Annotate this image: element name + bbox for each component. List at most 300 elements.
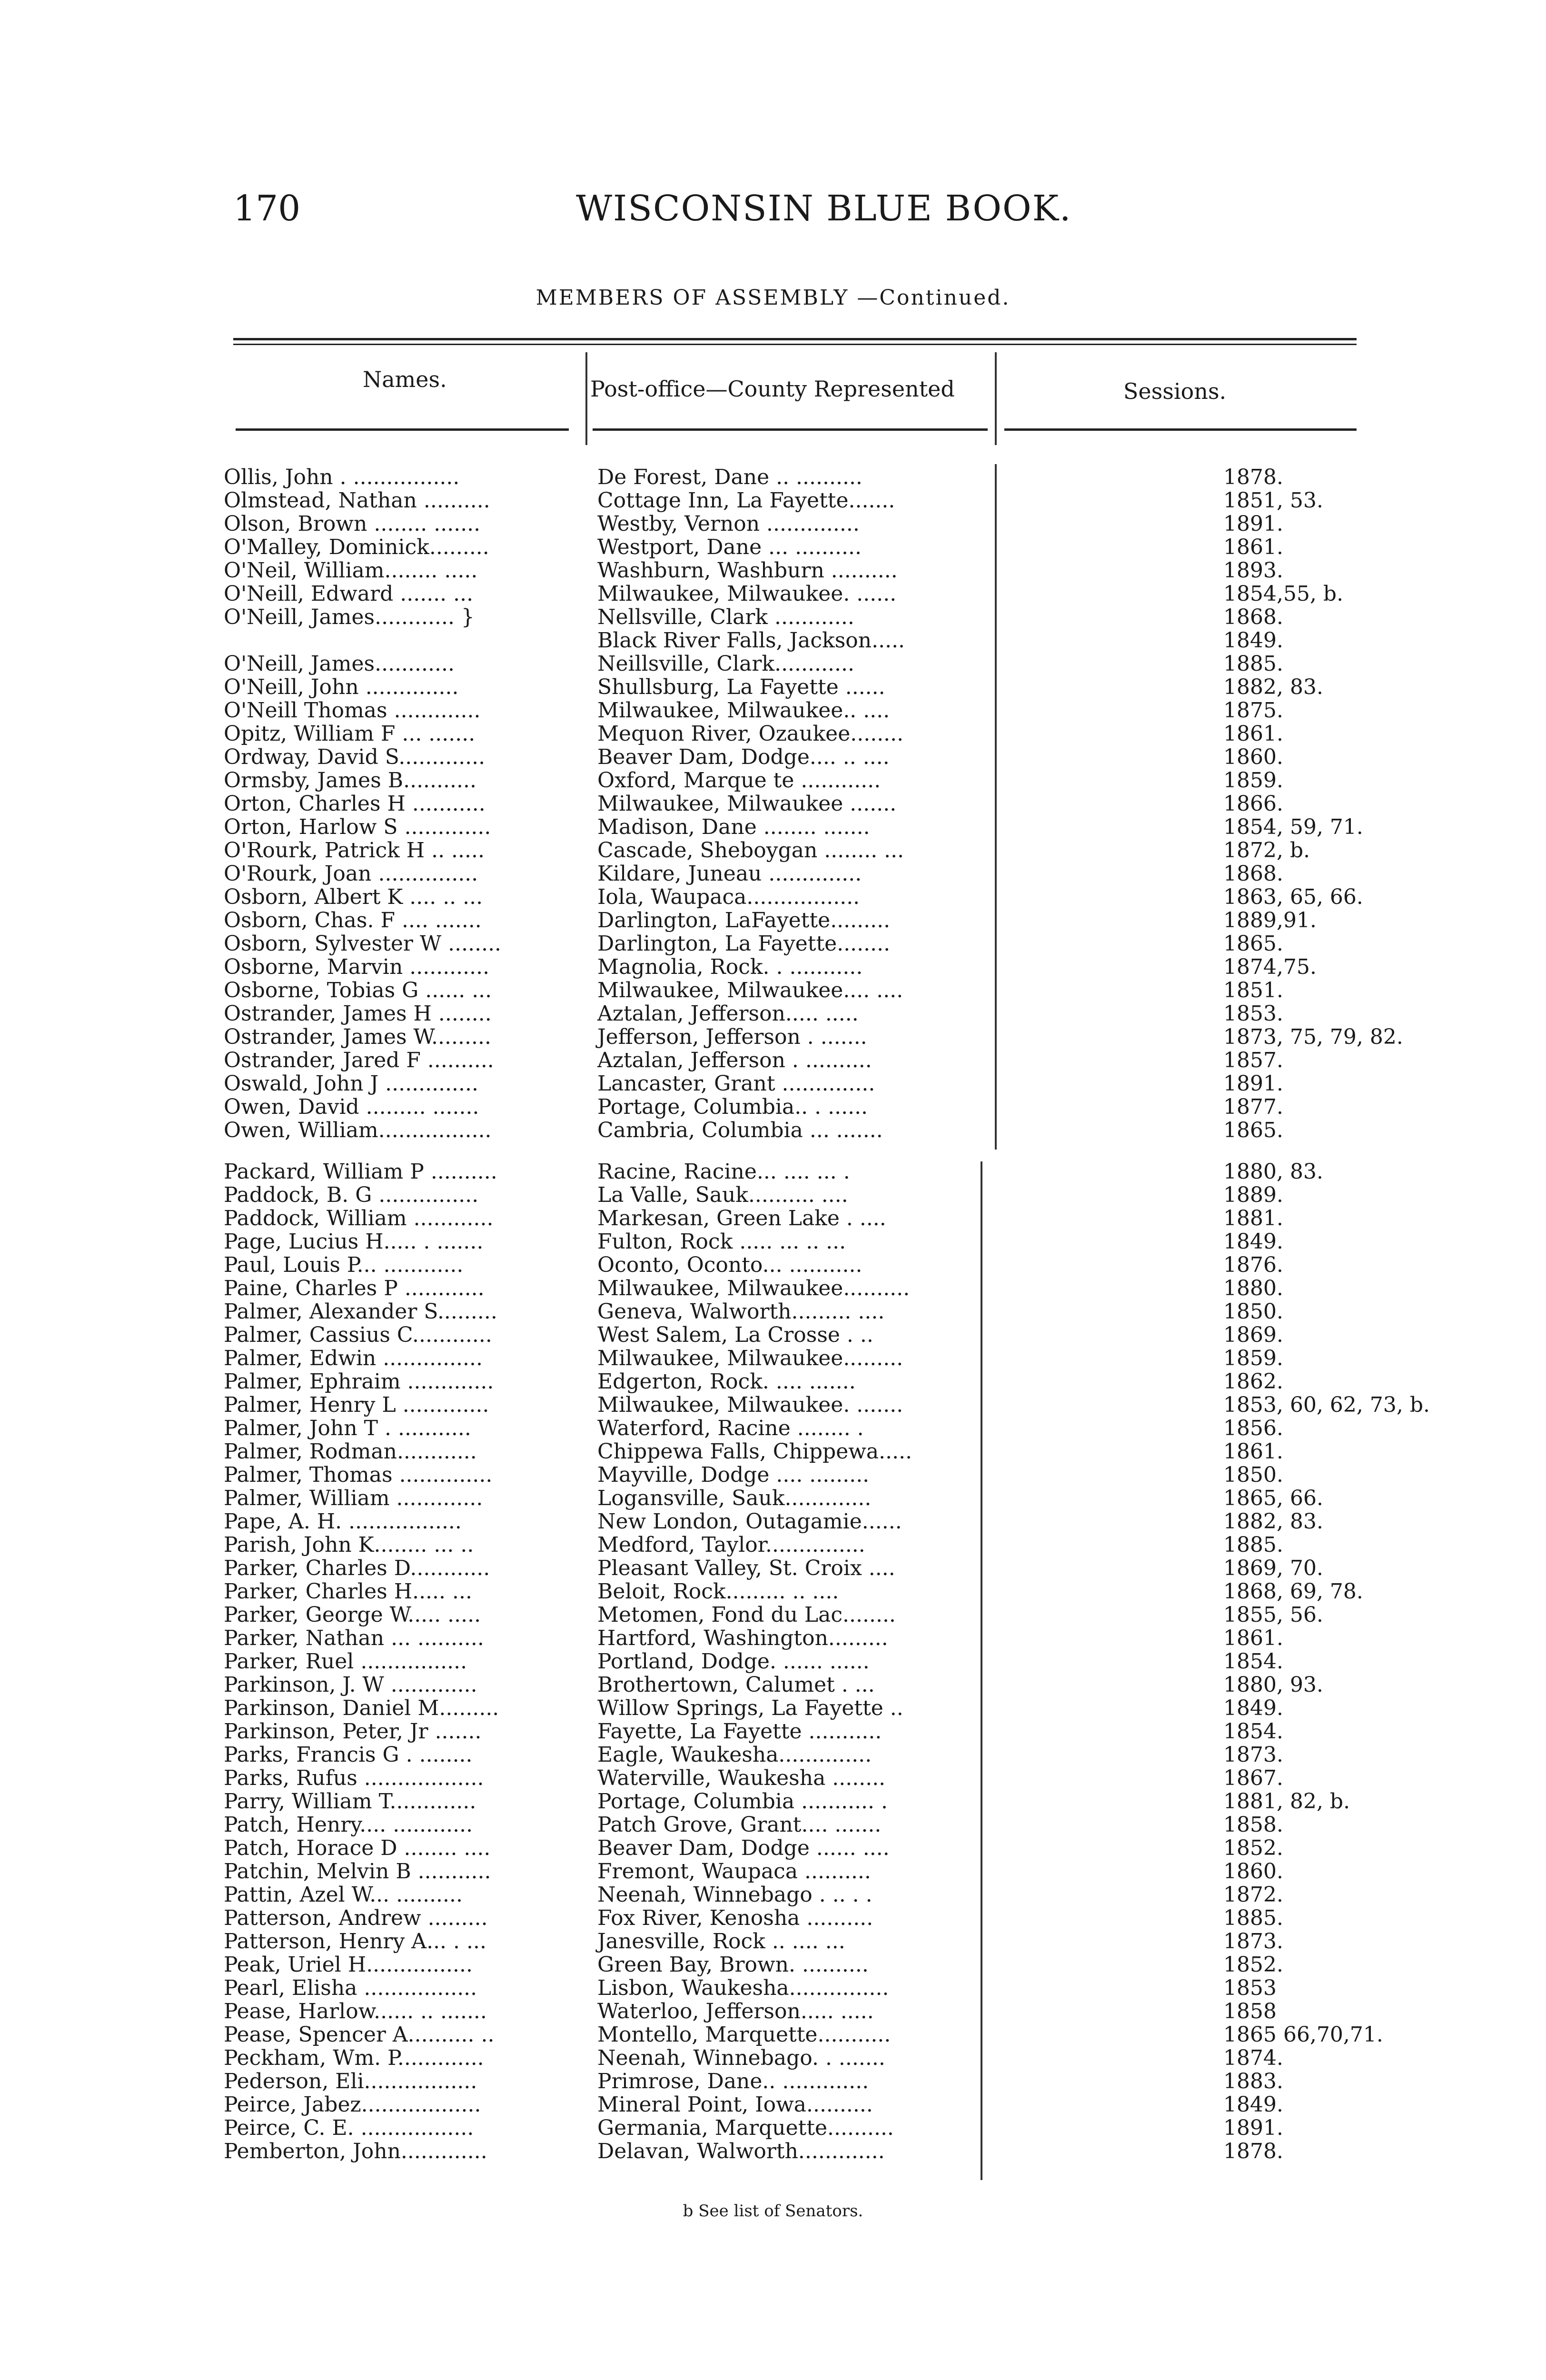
post-office-county: Lisbon, Waukesha............... [597,1976,889,2000]
table-row [224,1696,1366,1720]
table-row [224,512,1366,536]
sessions: 1849. [1223,628,1283,653]
member-name: Opitz, William F ... ....... [224,722,476,746]
member-name: Parry, William T............. [224,1789,476,1814]
sessions: 1860. [1223,1859,1283,1884]
table-row [224,1650,1366,1673]
post-office-county: Fox River, Kenosha .......... [597,1906,873,1930]
member-name: Palmer, Thomas .............. [224,1463,493,1487]
sessions: 1852. [1223,1953,1283,1977]
member-name: Parker, Nathan ... .......... [224,1626,484,1650]
table-row [224,1836,1366,1860]
post-office-county: Black River Falls, Jackson..... [597,628,905,653]
sessions: 1872. [1223,1883,1283,1907]
member-name: Palmer, Ephraim ............. [224,1369,494,1394]
member-name: O'Rourk, Patrick H .. ..... [224,838,485,863]
sessions: 1865, 66. [1223,1486,1323,1510]
member-name: Palmer, Cassius C............ [224,1323,492,1347]
post-office-county: Geneva, Walworth......... .... [597,1299,885,1324]
member-name: Ostrander, Jared F .......... [224,1048,494,1072]
sessions: 1850. [1223,1463,1283,1487]
sessions: 1880, 93. [1223,1673,1323,1697]
sessions: 1873. [1223,1743,1283,1767]
sessions: 1857. [1223,1048,1283,1072]
post-office-county: Green Bay, Brown. .......... [597,1953,869,1977]
footnote: b See list of Senators. [683,2202,863,2221]
post-office-county: Darlington, La Fayette........ [597,932,891,956]
table-row [224,1860,1366,1883]
sessions: 1868. [1223,605,1283,629]
sessions: 1862. [1223,1369,1283,1394]
sessions: 1854,55, b. [1223,582,1344,606]
member-name: O'Neill, James............ [224,652,455,676]
table-row [224,722,1366,745]
member-name: Pease, Harlow...... .. ....... [224,1999,487,2023]
member-name: Osborn, Chas. F .... ....... [224,908,482,932]
post-office-county: Milwaukee, Milwaukee. ....... [597,1393,903,1417]
sessions: 1873. [1223,1929,1283,1954]
member-name: Paine, Charles P ............ [224,1276,485,1300]
sessions: 1849. [1223,1696,1283,1720]
table-row [224,769,1366,792]
post-office-county: Cascade, Sheboygan ........ ... [597,838,904,863]
post-office-county: Fremont, Waupaca .......... [597,1859,871,1884]
sessions: 1869. [1223,1323,1283,1347]
member-name: Olmstead, Nathan .......... [224,488,490,513]
post-office-county: La Valle, Sauk.......... .... [597,1183,848,1207]
table-row [224,675,1366,699]
table-row [224,909,1366,932]
sessions: 1891. [1223,2116,1283,2140]
post-office-county: Neenah, Winnebago. . ....... [597,2046,885,2070]
sessions: 1878. [1223,2139,1283,2163]
member-group [224,465,1403,1142]
post-office-county: Janesville, Rock .. .... ... [597,1929,845,1954]
post-office-county: Patch Grove, Grant.... ....... [597,1813,882,1837]
post-office-county: Chippewa Falls, Chippewa..... [597,1439,912,1464]
member-name: Owen, William................. [224,1118,492,1142]
post-office-county: Mineral Point, Iowa.......... [597,2092,873,2117]
member-name: Page, Lucius H..... . ....... [224,1230,484,1254]
header-underline-sessions [1004,428,1357,431]
table-row [224,466,1366,489]
member-name: Orton, Harlow S ............. [224,815,491,839]
member-name: Pearl, Elisha ................. [224,1976,477,2000]
table-row [224,1743,1366,1766]
post-office-county: Westby, Vernon .............. [597,512,860,536]
sessions: 1849. [1223,1230,1283,1254]
sessions: 1891. [1223,1071,1283,1096]
post-office-county: Fulton, Rock ..... ... .. ... [597,1230,846,1254]
sessions: 1878. [1223,465,1283,489]
post-office-county: Nellsville, Clark ............ [597,605,854,629]
sessions: 1849. [1223,2092,1283,2117]
post-office-county: Logansville, Sauk............. [597,1486,872,1510]
sessions: 1873, 75, 79, 82. [1223,1025,1403,1049]
member-name: Palmer, John T . ........... [224,1416,471,1440]
sessions: 1859. [1223,768,1283,793]
member-name: Parkinson, Daniel M......... [224,1696,499,1720]
post-office-county: Milwaukee, Milwaukee. ...... [597,582,897,606]
table-row [224,1417,1366,1440]
sessions: 1866. [1223,792,1283,816]
sessions: 1889. [1223,1183,1283,1207]
table-row [224,605,1366,629]
member-name: Parkinson, Peter, Jr ....... [224,1719,482,1744]
table-row [224,1440,1366,1463]
table-row [224,1813,1366,1836]
member-name: Parker, George W..... ..... [224,1603,481,1627]
sessions: 1853, 60, 62, 73, b. [1223,1393,1430,1417]
member-name: O'Malley, Dominick......... [224,535,489,559]
sessions: 1874,75. [1223,955,1317,979]
book-title: WISCONSIN BLUE BOOK. [576,188,1072,229]
post-office-county: Markesan, Green Lake . .... [597,1206,886,1230]
member-name: Pemberton, John............. [224,2139,487,2163]
table-row [224,1976,1366,2000]
table-row [224,1393,1430,1417]
member-name: Parkinson, J. W ............. [224,1673,477,1697]
member-group [224,1160,1430,2163]
member-name: Ormsby, James B........... [224,768,476,793]
member-name: Ostrander, James H ........ [224,1002,492,1026]
table-row [224,1720,1366,1743]
post-office-county: Neenah, Winnebago . .. . . [597,1883,872,1907]
post-office-county: Racine, Racine... .... ... . [597,1160,850,1184]
member-name: Parks, Francis G . ........ [224,1743,473,1767]
member-name: Patchin, Melvin B ........... [224,1859,491,1884]
sessions: 1861. [1223,1626,1283,1650]
table-row [224,1487,1366,1510]
post-office-county: Portage, Columbia.. . ...... [597,1095,868,1119]
post-office-county: Milwaukee, Milwaukee ....... [597,792,897,816]
members-table [224,465,1430,2181]
post-office-county: Jefferson, Jefferson . ....... [597,1025,867,1049]
sessions: 1881. [1223,1206,1283,1230]
table-row [224,1230,1366,1253]
member-name: Parks, Rufus .................. [224,1766,484,1790]
member-name: Parker, Charles D............ [224,1556,490,1580]
header-underline-post-office [593,428,988,431]
member-name: O'Rourk, Joan ............... [224,862,478,886]
table-row [224,1160,1366,1183]
member-name: Parker, Charles H..... ... [224,1579,472,1604]
table-row [224,1002,1366,1025]
table-row [224,2070,1366,2093]
table-row [224,1025,1403,1049]
table-row [224,2023,1383,2047]
sessions: 1850. [1223,1299,1283,1324]
column-divider [995,352,997,445]
member-name: Peak, Uriel H................ [224,1953,473,1977]
member-name: O'Neill, Edward ....... ... [224,582,474,606]
table-row [224,1510,1366,1533]
member-name: Palmer, William ............. [224,1486,483,1510]
sessions: 1880, 83. [1223,1160,1323,1184]
sessions: 1865. [1223,932,1283,956]
post-office-county: Beloit, Rock......... .. .... [597,1579,839,1604]
table-row [224,1673,1366,1696]
table-row [224,1207,1366,1230]
table-row [224,1370,1366,1393]
table-row [224,979,1366,1002]
member-name: Paddock, William ............ [224,1206,494,1230]
sessions: 1885. [1223,1533,1283,1557]
table-row [224,1766,1366,1790]
post-office-county: Beaver Dam, Dodge ...... .... [597,1836,890,1860]
table-row [224,1095,1366,1119]
table-row [224,2093,1366,2116]
table-row [224,2116,1366,2140]
column-header-post-office: Post-office—County Represented [590,376,955,402]
post-office-county: Edgerton, Rock. .... ....... [597,1369,856,1394]
sessions: 1861. [1223,1439,1283,1464]
post-office-county: West Salem, La Crosse . .. [597,1323,873,1347]
member-name: Parish, John K........ ... .. [224,1533,474,1557]
table-row [224,699,1366,722]
member-name: Peirce, C. E. ................. [224,2116,474,2140]
sessions: 1854, 59, 71. [1223,815,1363,839]
table-row [224,955,1366,979]
sessions: 1869, 70. [1223,1556,1323,1580]
post-office-county: Lancaster, Grant .............. [597,1071,875,1096]
sessions: 1889,91. [1223,908,1317,932]
column-header-sessions: Sessions. [1123,378,1227,404]
sessions: 1881, 82, b. [1223,1789,1350,1814]
member-name: Paddock, B. G ............... [224,1183,479,1207]
member-name: Patterson, Andrew ......... [224,1906,488,1930]
member-name: Orton, Charles H ........... [224,792,486,816]
post-office-county: Brothertown, Calumet . ... [597,1673,875,1697]
post-office-county: Westport, Dane ... .......... [597,535,862,559]
member-name: Osborn, Sylvester W ........ [224,932,502,956]
column-divider [585,352,587,445]
sessions: 1860. [1223,745,1283,769]
post-office-county: Iola, Waupaca................. [597,885,860,909]
member-name: Palmer, Rodman............ [224,1439,477,1464]
post-office-county: Delavan, Walworth............. [597,2139,885,2163]
sessions: 1865. [1223,1118,1283,1142]
table-row [224,2046,1366,2070]
table-row [224,1119,1366,1142]
post-office-county: Kildare, Juneau .............. [597,862,862,886]
sessions: 1875. [1223,698,1283,723]
member-name: Patterson, Henry A... . ... [224,1929,486,1954]
sessions: 1858 [1223,1999,1277,2023]
table-row [224,1930,1366,1953]
sessions: 1885. [1223,1906,1283,1930]
post-office-county: Shullsburg, La Fayette ...... [597,675,885,699]
member-name: Palmer, Edwin ............... [224,1346,483,1370]
post-office-county: Madison, Dane ........ ....... [597,815,870,839]
table-row [224,2140,1366,2163]
sessions: 1853 [1223,1976,1277,2000]
member-name: Osborne, Tobias G ...... ... [224,978,492,1002]
sessions: 1868, 69, 78. [1223,1579,1363,1604]
sessions: 1877. [1223,1095,1283,1119]
post-office-county: Medford, Taylor............... [597,1533,865,1557]
sessions: 1882, 83. [1223,675,1323,699]
section-subtitle: MEMBERS OF ASSEMBLY —Continued. [535,286,1011,310]
post-office-county: De Forest, Dane .. .......... [597,465,862,489]
post-office-county: Portland, Dodge. ...... ...... [597,1649,870,1674]
sessions: 1856. [1223,1416,1283,1440]
post-office-county: Cottage Inn, La Fayette....... [597,488,895,513]
post-office-county: Pleasant Valley, St. Croix .... [597,1556,895,1580]
post-office-county: Milwaukee, Milwaukee.......... [597,1276,910,1300]
post-office-county: Waterford, Racine ........ . [597,1416,864,1440]
sessions: 1876. [1223,1253,1283,1277]
table-row [224,839,1366,862]
table-row [224,1253,1366,1277]
table-row [224,1883,1366,1906]
table-row [224,862,1366,885]
member-name: Ollis, John . ................ [224,465,460,489]
member-name: Patch, Horace D ........ .... [224,1836,491,1860]
member-name: Paul, Louis P... ............ [224,1253,464,1277]
member-name: Patch, Henry.... ............ [224,1813,473,1837]
table-row [224,2000,1366,2023]
table-row [224,1580,1366,1603]
sessions: 1893. [1223,558,1283,583]
member-name: Osborn, Albert K .... .. ... [224,885,483,909]
member-name: O'Neil, William........ ..... [224,558,478,583]
table-row [224,1463,1366,1487]
post-office-county: Hartford, Washington......... [597,1626,888,1650]
member-name: Owen, David ......... ....... [224,1095,479,1119]
page-number: 170 [233,188,301,229]
table-row [224,932,1366,955]
sessions: 1872, b. [1223,838,1310,863]
post-office-county: Neillsville, Clark............ [597,652,854,676]
post-office-county: Oconto, Oconto... ........... [597,1253,862,1277]
post-office-county: Mayville, Dodge .... ......... [597,1463,870,1487]
post-office-county: Montello, Marquette........... [597,2023,891,2047]
member-name: Peckham, Wm. P............. [224,2046,484,2070]
table-row [224,1072,1366,1095]
post-office-county: Cambria, Columbia ... ....... [597,1118,883,1142]
table-row [224,1626,1366,1650]
post-office-county: Fayette, La Fayette ........... [597,1719,882,1744]
member-name: Ostrander, James W......... [224,1025,491,1049]
table-row [224,815,1366,839]
table-row [224,1557,1366,1580]
page-header [233,188,1090,236]
member-name: Parker, Ruel ................ [224,1649,467,1674]
sessions: 1861. [1223,535,1283,559]
post-office-county: Milwaukee, Milwaukee.. .... [597,698,890,723]
post-office-county: Beaver Dam, Dodge.... .. .... [597,745,890,769]
member-name: O'Neill Thomas ............. [224,698,481,723]
post-office-county: Primrose, Dane.. ............. [597,2069,869,2093]
table-row [224,1533,1366,1557]
post-office-county: Aztalan, Jefferson..... ..... [597,1002,859,1026]
post-office-county: Magnolia, Rock. . ........... [597,955,863,979]
column-header-names: Names. [363,367,447,392]
sessions: 1851. [1223,978,1283,1002]
sessions: 1885. [1223,652,1283,676]
post-office-county: Portage, Columbia ........... . [597,1789,888,1814]
sessions: 1868. [1223,862,1283,886]
table-row [224,1183,1366,1207]
table-row [224,1790,1366,1813]
member-name: Packard, William P .......... [224,1160,497,1184]
table-row [224,1323,1366,1347]
sessions: 1867. [1223,1766,1283,1790]
top-rule-inner [233,344,1357,345]
table-row [224,629,1366,652]
table-row [224,745,1366,769]
member-name: Pape, A. H. ................. [224,1509,462,1534]
sessions: 1883. [1223,2069,1283,2093]
table-row [224,1953,1366,1976]
member-name: Palmer, Alexander S......... [224,1299,497,1324]
top-rule [233,338,1357,340]
member-name: Pease, Spencer A.......... .. [224,2023,495,2047]
table-row [224,1347,1366,1370]
post-office-county: Waterville, Waukesha ........ [597,1766,886,1790]
header-underline-names [236,428,569,431]
member-name: Ordway, David S............. [224,745,486,769]
member-name: Osborne, Marvin ............ [224,955,490,979]
post-office-county: Metomen, Fond du Lac........ [597,1603,896,1627]
sessions: 1891. [1223,512,1283,536]
member-name: Oswald, John J .............. [224,1071,478,1096]
table-row [224,652,1366,675]
sessions: 1882, 83. [1223,1509,1323,1534]
table-row [224,559,1366,582]
table-row [224,1049,1366,1072]
post-office-county: Waterloo, Jefferson..... ..... [597,1999,874,2023]
post-office-county: Mequon River, Ozaukee........ [597,722,904,746]
sessions: 1865 66,70,71. [1223,2023,1383,2047]
post-office-county: Washburn, Washburn .......... [597,558,898,583]
table-row [224,536,1366,559]
sessions: 1854. [1223,1719,1283,1744]
member-name: Olson, Brown ........ ....... [224,512,481,536]
sessions: 1853. [1223,1002,1283,1026]
post-office-county: Eagle, Waukesha.............. [597,1743,872,1767]
sessions: 1880. [1223,1276,1283,1300]
member-name: Palmer, Henry L ............. [224,1393,489,1417]
table-row [224,1277,1366,1300]
post-office-county: Aztalan, Jefferson . .......... [597,1048,872,1072]
member-name: Peirce, Jabez.................. [224,2092,481,2117]
post-office-county: Germania, Marquette.......... [597,2116,894,2140]
post-office-county: Darlington, LaFayette......... [597,908,891,932]
table-row [224,885,1366,909]
member-name: Pederson, Eli................. [224,2069,477,2093]
sessions: 1855, 56. [1223,1603,1323,1627]
sessions: 1851, 53. [1223,488,1323,513]
table-row [224,489,1366,512]
sessions: 1874. [1223,2046,1283,2070]
member-name: O'Neill, John .............. [224,675,459,699]
sessions: 1861. [1223,722,1283,746]
table-row [224,582,1366,605]
post-office-county: New London, Outagamie...... [597,1509,902,1534]
post-office-county: Milwaukee, Milwaukee......... [597,1346,903,1370]
post-office-county: Willow Springs, La Fayette .. [597,1696,903,1720]
post-office-county: Milwaukee, Milwaukee.... .... [597,978,903,1002]
table-row [224,1906,1366,1930]
post-office-county: Oxford, Marque te ............ [597,768,881,793]
sessions: 1854. [1223,1649,1283,1674]
sessions: 1863, 65, 66. [1223,885,1363,909]
sessions: 1858. [1223,1813,1283,1837]
member-name: Pattin, Azel W... .......... [224,1883,463,1907]
table-row [224,1300,1366,1323]
